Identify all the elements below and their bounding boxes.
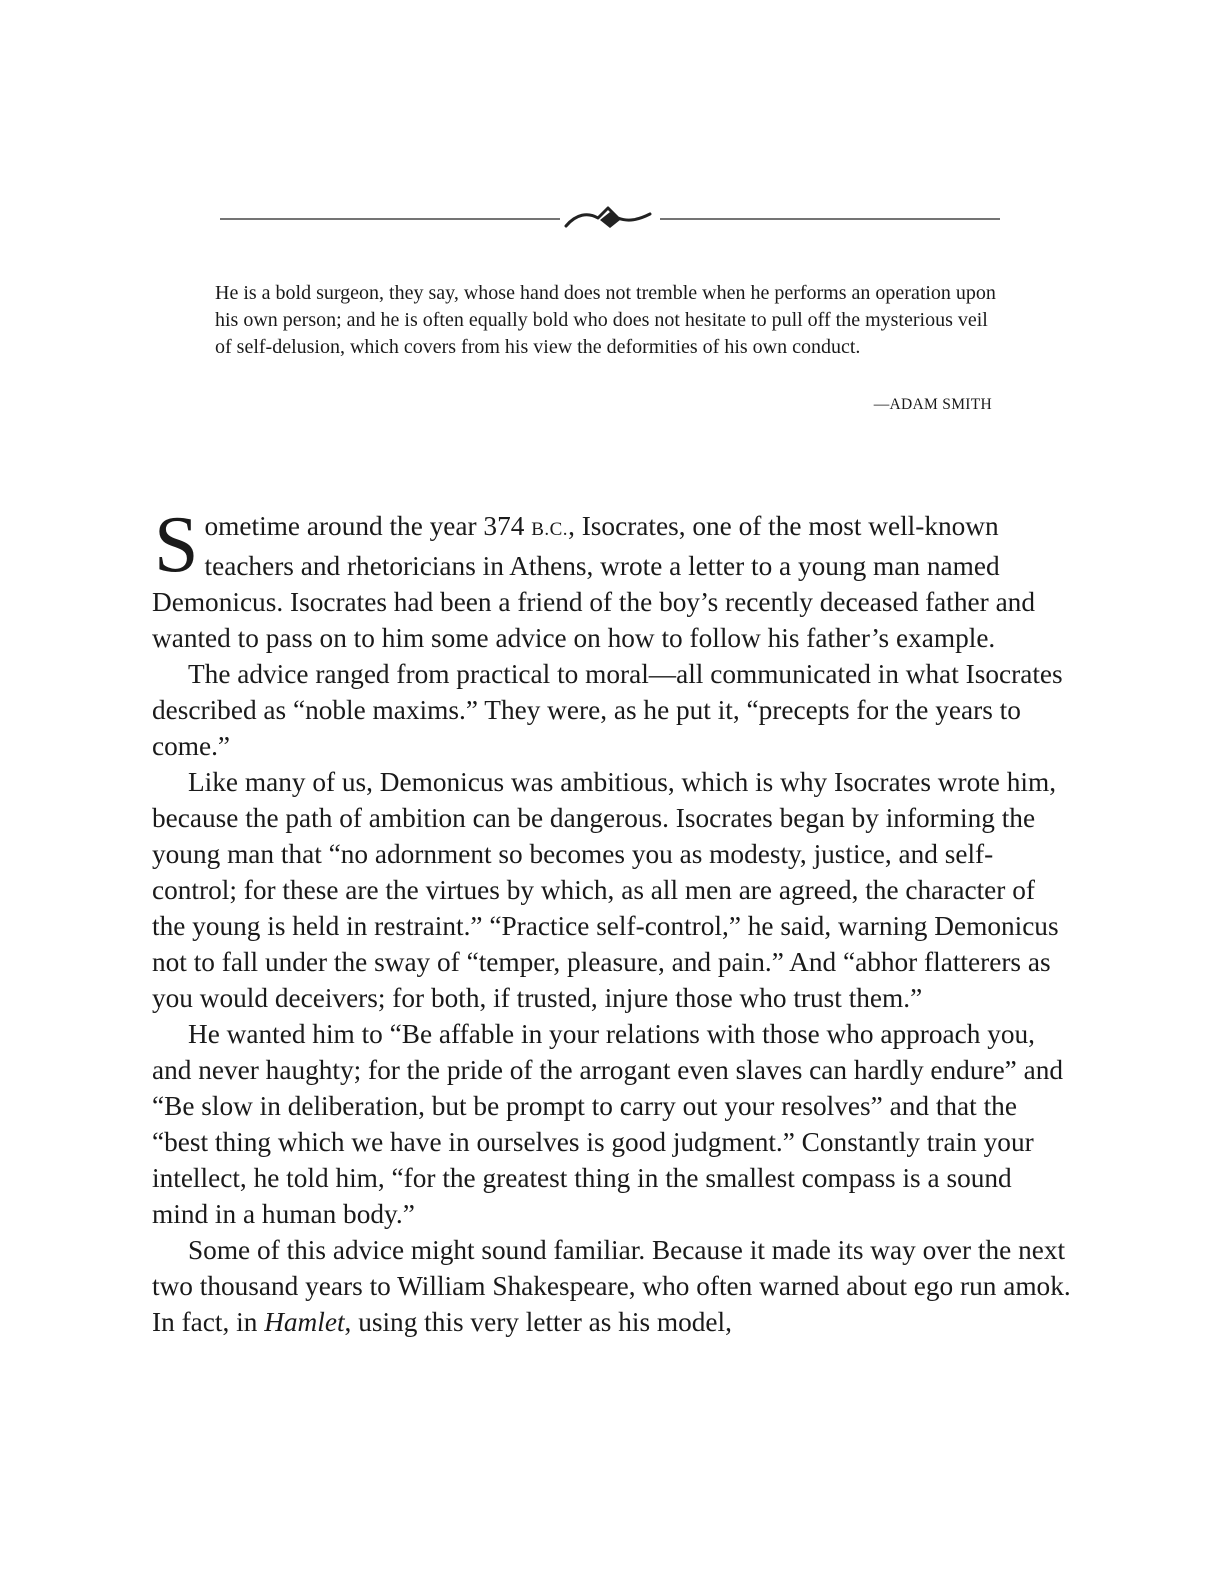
paragraph-5-text-b: , using this very letter as his model, <box>344 1307 732 1337</box>
epigraph-attribution: —ADAM SMITH <box>873 396 992 413</box>
paragraph-5-text-a: Some of this advice might sound familiar. Because it made its way over the next two thousand years to William Shakespeare, who often warned about ego run amok. In fact, in <box>152 1235 1071 1337</box>
paragraph-4: He wanted him to “Be affable in your relations with those who approach you, and never haughty; for the pride of the arrogant even slaves can hardly endure” and “Be slow in deliberation, but be prompt to carry out your resolves” and that the “best thing which we have in ourselves is good judgment.” Constantly train your intellect, he told him, “for the greatest thing in the smallest compass is a sound mind in a human body.” <box>152 1019 1064 1229</box>
work-title: Hamlet <box>264 1307 345 1337</box>
chapter-ornament-divider <box>220 200 1000 240</box>
paragraph-1-text-a: ometime around the year 374 <box>204 511 532 541</box>
paragraph-5 <box>152 1232 1072 1340</box>
epigraph-text: He is a bold surgeon, they say, whose hand does not tremble when he performs an operation upon his own person; and he is often equally bold who does not hesitate to pull off the mysterious veil of self-delusion, which covers from his view the deformities of his own conduct. <box>215 282 996 358</box>
drop-cap: S <box>154 501 199 589</box>
paragraph-2: The advice ranged from practical to moral—all communicated in what Isocrates described as “noble maxims.” They were, as he put it, “precepts for the years to come.” <box>152 659 1063 761</box>
epigraph-quote <box>215 280 1005 361</box>
chapter-body <box>152 501 1072 1340</box>
paragraph-1 <box>152 501 1072 656</box>
paragraph-1-text-b: , Isocrates, one of the most well-known teachers and rhetoricians in Athens, wrote a letter to a young man named Demonicus. Isocrates had been a friend of the boy’s recently deceased father and wanted to pass on to him some advice on how to follow his father’s example. <box>152 511 1035 653</box>
era-abbreviation: B.C. <box>531 519 569 540</box>
paragraph-3: Like many of us, Demonicus was ambitious, which is why Isocrates wrote him, because the path of ambition can be dangerous. Isocrates began by informing the young man that “no adornment so becomes you as modesty, justice, and self-control; for these are the virtues by which, as all men are agreed, the character of the young is held in restraint.” “Practice self-control,” he said, warning Demonicus not to fall under the sway of “temper, pleasure, and pain.” And “abhor flatterers as you would deceivers; for both, if trusted, injure those who trust them.” <box>152 767 1059 1013</box>
